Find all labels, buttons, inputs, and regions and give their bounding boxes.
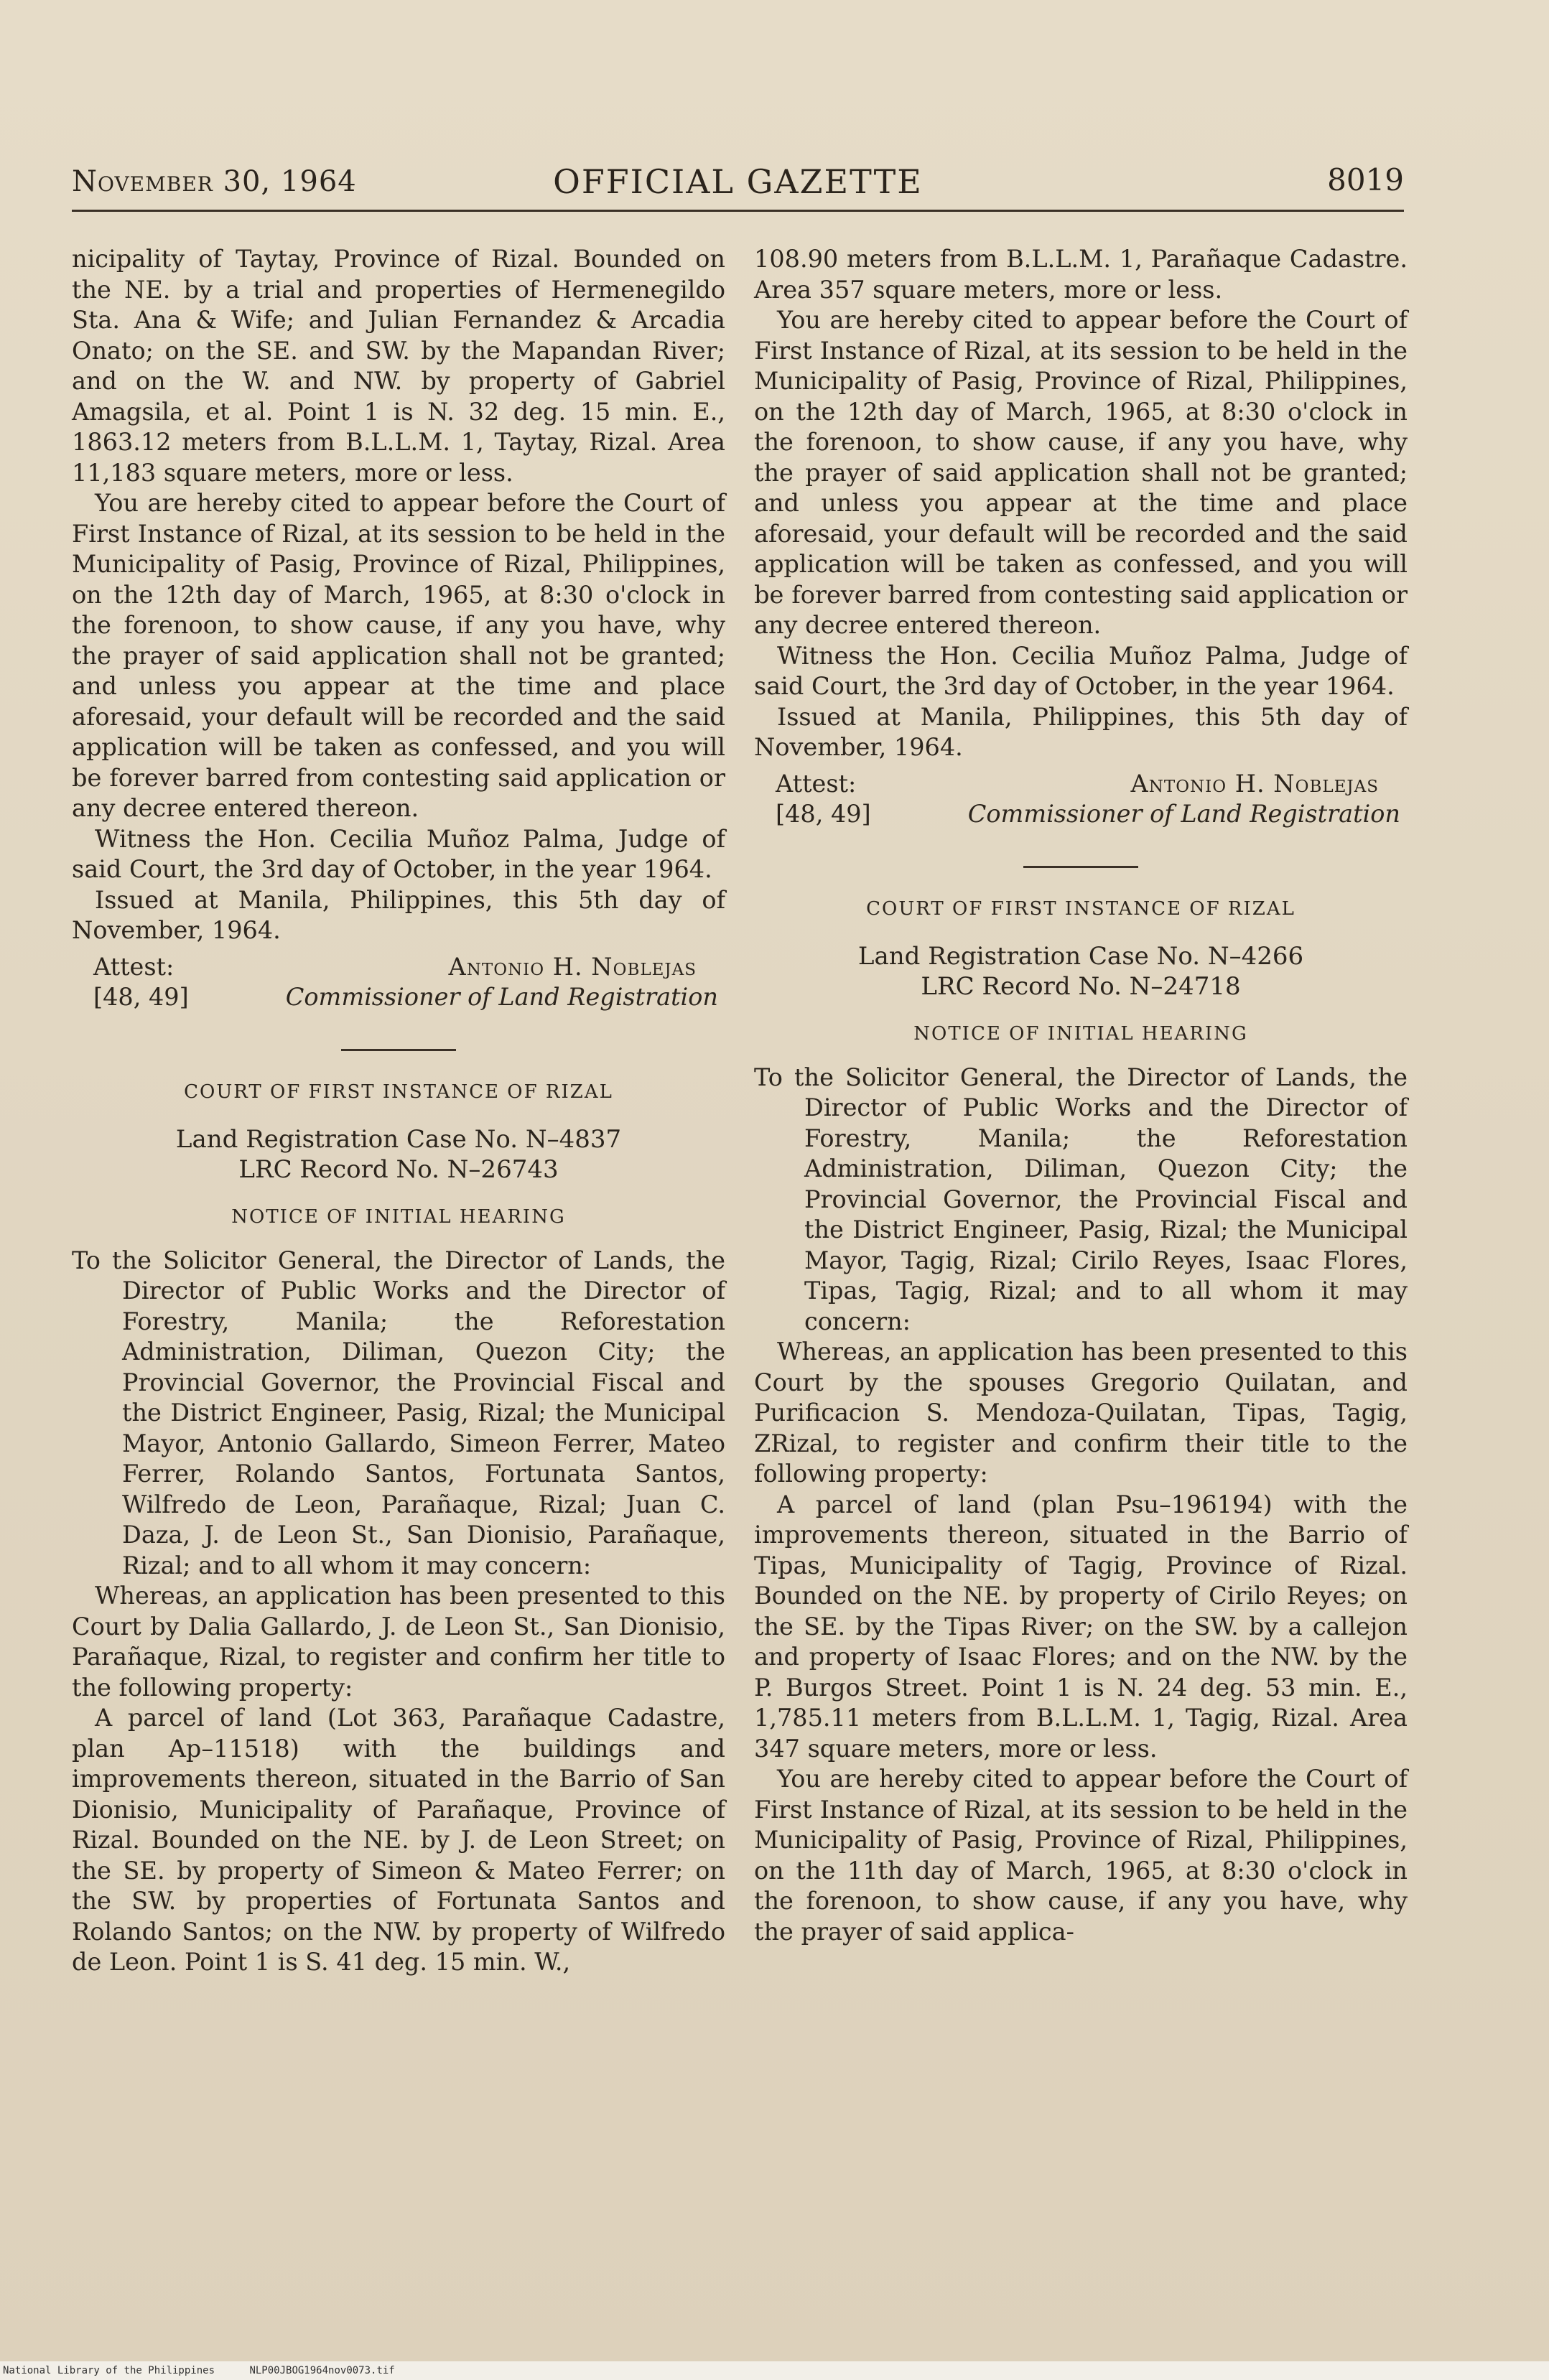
attest-block-2	[776, 799, 1408, 830]
paragraph: Issued at Manila, Philippines, this 5th day of November, 1964.	[72, 885, 725, 944]
scan-footer	[0, 2361, 1549, 2380]
attest-role: Commissioner of Land Registration	[285, 983, 718, 1011]
paragraph: Whereas, an application has been presented to this Court by the spouses Gregorio Quilatan, and Purificacion S. Mendoza-Quilatan, Tipas, Tagig, ZRizal, to register and confirm their title to the following property:	[754, 1338, 1408, 1488]
left-column	[72, 244, 725, 1978]
issue-date: November 30, 1964	[72, 165, 357, 198]
attest-label: Attest:	[776, 769, 857, 798]
page-number: 8019	[1327, 162, 1404, 197]
attest-block-2	[93, 982, 725, 1013]
record-number: LRC Record No. N–26743	[238, 1155, 559, 1184]
record-number: LRC Record No. N–24718	[921, 972, 1241, 1001]
court-heading: COURT OF FIRST INSTANCE OF RIZAL	[866, 897, 1296, 920]
attest-role: Commissioner of Land Registration	[967, 800, 1400, 828]
notice-heading: NOTICE OF INITIAL HEARING	[913, 1023, 1248, 1045]
attest-block	[776, 769, 1408, 800]
attest-ref: [48, 49]	[776, 800, 871, 828]
paragraph: Witness the Hon. Cecilia Muñoz Palma, Judge of said Court, the 3rd day of October, in the year 1964.	[72, 824, 725, 883]
paragraph: Whereas, an application has been presented to this Court by Dalia Gallardo, J. de Leon St., San Dionisio, Parañaque, Rizal, to register and confirm her title to the following property:	[72, 1582, 725, 1702]
attest-name: Antonio H. Noblejas	[448, 952, 697, 981]
page-header	[72, 159, 1404, 205]
attest-block	[93, 952, 725, 983]
notice-heading: NOTICE OF INITIAL HEARING	[231, 1206, 566, 1228]
section-divider	[1023, 866, 1138, 868]
paragraph: A parcel of land (Lot 363, Parañaque Cadastre, plan Ap–11518) with the buildings and improvements thereon, situated in the Barrio of San Dionisio, Municipality of Parañaque, Province of Rizal. Bounded on the NE. by J. de Leon Street; on the SE. by property of Simeon & Mateo Ferrer; on the SW. by properties of Fortunata Santos and Rolando Santos; on the NW. by property of Wilfredo de Leon. Point 1 is S. 41 deg. 15 min. W.,	[72, 1704, 725, 1976]
paragraph: You are hereby cited to appear before the Court of First Instance of Rizal, at its session to be held in the Municipality of Pasig, Province of Rizal, Philippines, on the 11th day of March, 1965, at 8:30 o'clock in the forenoon, to show cause, if any you have, why the prayer of said applica-	[754, 1765, 1408, 1946]
paragraph: A parcel of land (plan Psu–196194) with the improvements thereon, situated in the Barrio of Tipas, Municipality of Tagig, Province of Rizal. Bounded on the NE. by property of Cirilo Reyes; on the SE. by the Tipas River; on the SW. by a callejon and property of Isaac Flores; and on the NW. by the P. Burgos Street. Point 1 is N. 24 deg. 53 min. E., 1,785.11 meters from B.L.L.M. 1, Tagig, Rizal. Area 347 square meters, more or less.	[754, 1490, 1408, 1763]
case-number: Land Registration Case No. N–4266	[857, 942, 1304, 971]
paragraph: Issued at Manila, Philippines, this 5th day of November, 1964.	[754, 702, 1408, 761]
right-column	[754, 244, 1408, 1947]
paragraph: 108.90 meters from B.L.L.M. 1, Parañaque Cadastre. Area 357 square meters, more or less.	[754, 245, 1408, 304]
court-heading: COURT OF FIRST INSTANCE OF RIZAL	[184, 1081, 613, 1103]
case-numbers	[754, 941, 1408, 1002]
case-numbers	[72, 1124, 725, 1185]
section-divider	[341, 1049, 456, 1051]
addressees: To the Solicitor General, the Director of Lands, the Director of Public Works and the Director of Forestry, Manila; the Reforestation Administration, Diliman, Quezon City; the Provincial Governor, the Provincial Fiscal and the District Engineer, Pasig, Rizal; the Municipal Mayor, Tagig, Rizal; Cirilo Reyes, Isaac Flores, Tipas, Tagig, Rizal; and to all whom it may concern:	[754, 1063, 1408, 1335]
attest-ref: [48, 49]	[93, 983, 189, 1011]
paragraph: Witness the Hon. Cecilia Muñoz Palma, Judge of said Court, the 3rd day of October, in the year 1964.	[754, 641, 1408, 700]
scan-filename: NLP00JBOG1964nov0073.tif	[249, 2365, 395, 2376]
header-rule	[72, 210, 1404, 212]
library-name: National Library of the Philippines	[3, 2365, 215, 2376]
paragraph: nicipality of Taytay, Province of Rizal. Bounded on the NE. by a trial and properties of Hermenegildo Sta. Ana & Wife; and Julian Fernandez & Arcadia Onato; on the SE. and SW. by the Mapandan River; and on the W. and NW. by property of Gabriel Amagsila, et al. Point 1 is N. 32 deg. 15 min. E., 1863.12 meters from B.L.L.M. 1, Taytay, Rizal. Area 11,183 square meters, more or less.	[72, 245, 725, 487]
attest-label: Attest:	[93, 952, 175, 981]
publication-title: OFFICIAL GAZETTE	[553, 162, 923, 201]
case-number: Land Registration Case No. N–4837	[175, 1125, 622, 1154]
paragraph: You are hereby cited to appear before the Court of First Instance of Rizal, at its session to be held in the Municipality of Pasig, Province of Rizal, Philippines, on the 12th day of March, 1965, at 8:30 o'clock in the forenoon, to show cause, if any you have, why the prayer of said application shall not be granted; and unless you appear at the time and place aforesaid, your default will be recorded and the said application will be taken as confessed, and you will be forever barred from contesting said application or any decree entered thereon.	[754, 306, 1408, 639]
paragraph: You are hereby cited to appear before the Court of First Instance of Rizal, at its session to be held in the Municipality of Pasig, Province of Rizal, Philippines, on the 12th day of March, 1965, at 8:30 o'clock in the forenoon, to show cause, if any you have, why the prayer of said application shall not be granted; and unless you appear at the time and place aforesaid, your default will be recorded and the said application will be taken as confessed, and you will be forever barred from contesting said application or any decree entered thereon.	[72, 489, 725, 822]
attest-name: Antonio H. Noblejas	[1130, 769, 1379, 798]
addressees: To the Solicitor General, the Director of Lands, the Director of Public Works and the Director of Forestry, Manila; the Reforestation Administration, Diliman, Quezon City; the Provincial Governor, the Provincial Fiscal and the District Engineer, Pasig, Rizal; the Municipal Mayor, Antonio Gallardo, Simeon Ferrer, Mateo Ferrer, Rolando Santos, Fortunata Santos, Wilfredo de Leon, Parañaque, Rizal; Juan C. Daza, J. de Leon St., San Dionisio, Parañaque, Rizal; and to all whom it may concern:	[72, 1246, 725, 1579]
